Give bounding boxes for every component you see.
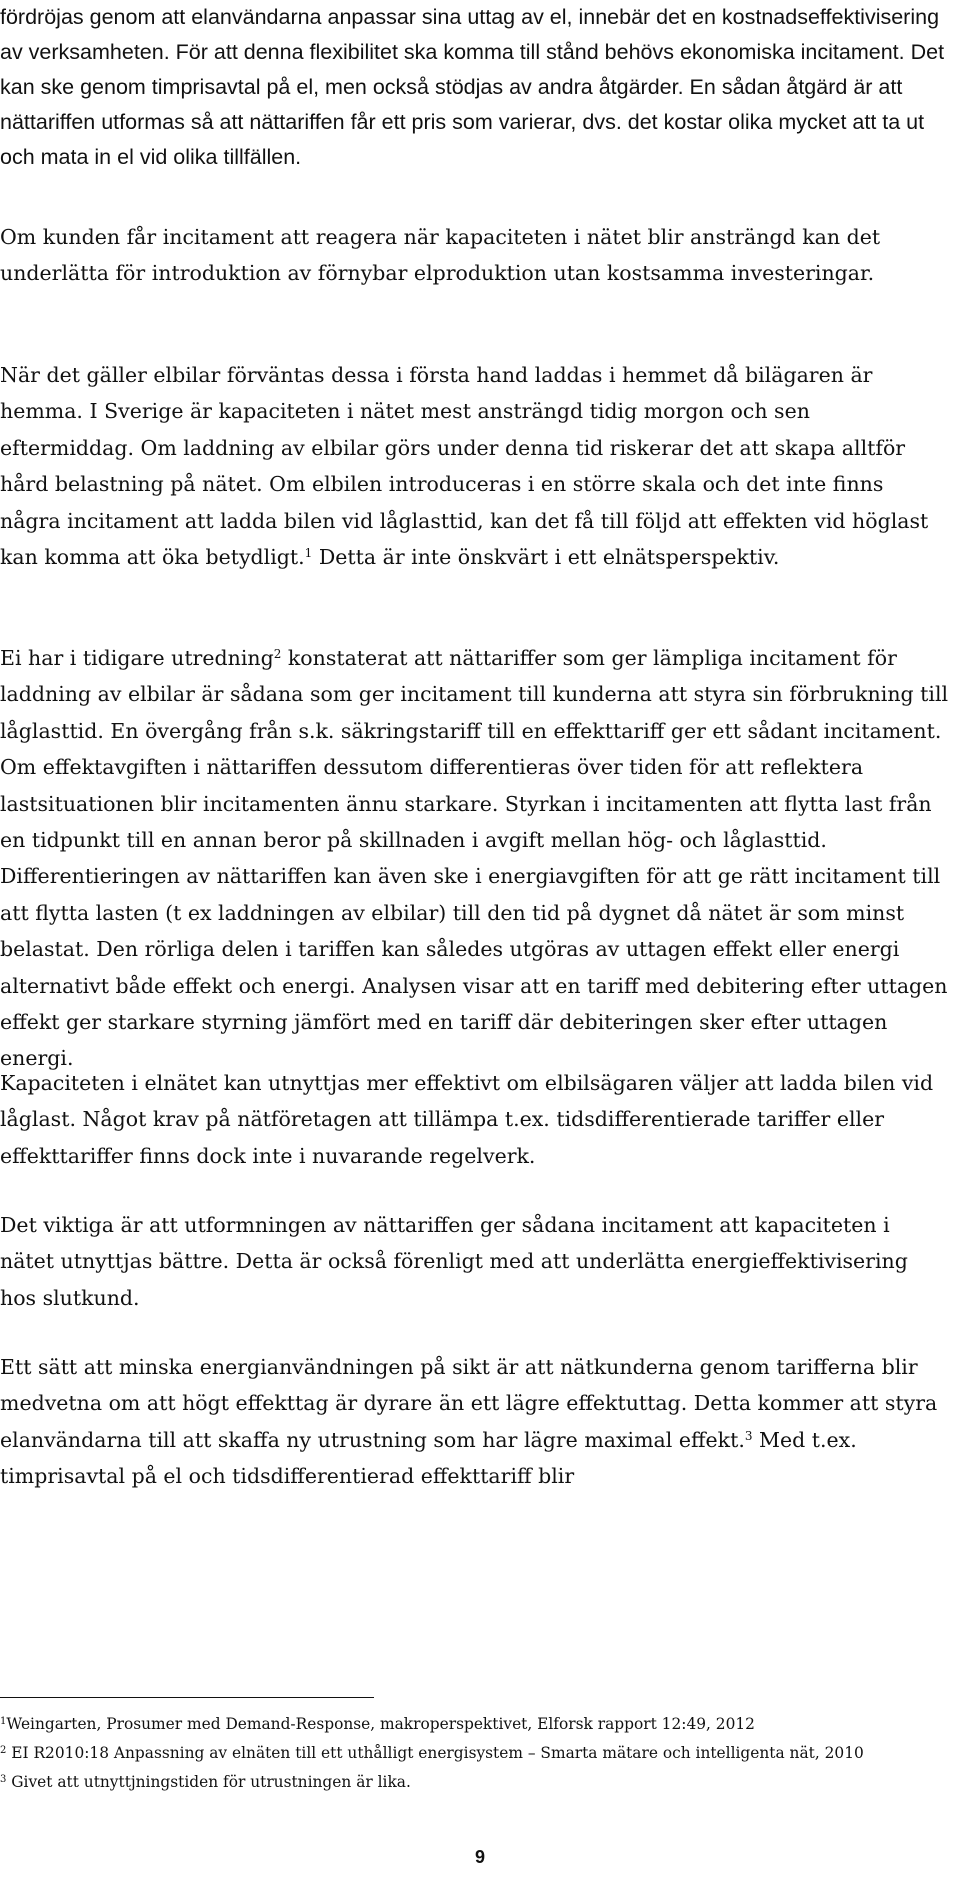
- footnote-3: [0, 1768, 955, 1797]
- footnote-text: EI R2010:18 Anpassning av elnäten till ett uthålligt energisystem – Smarta mätare och intelligenta nät, 2010: [6, 1744, 864, 1762]
- paragraph-text: konstaterat att nättariffer som ger lämpliga incitament för laddning av elbilar är sådana som ger incitament till kunderna att styra sin förbrukning till låglasttid. En övergång från s.k. säkringstariff till en effekttariff ger ett sådant incitament. Om effektavgiften i nättariffen dessutom differentieras över tiden för att reflektera lastsituationen blir incitamenten ännu starkare. Styrkan i incitamenten att flytta last från en tidpunkt till en annan beror på skillnaden i avgift mellan hög- och låglasttid. Differentieringen av nättariffen kan även ske i energiavgiften för att ge rätt incitament till att flytta lasten (t ex laddningen av elbilar) till den tid på dygnet då nätet är som minst belastat. Den rörliga delen i tariffen kan således utgöras av uttagen effekt eller energi alternativt både effekt och energi. Analysen visar att en tariff med debitering efter uttagen effekt ger starkare styrning jämfört med en tariff där debiteringen sker efter uttagen energi.: [0, 646, 949, 1071]
- paragraph-1: [0, 0, 950, 175]
- footnote-2: [0, 1739, 955, 1768]
- page-number: 9: [474, 1847, 485, 1867]
- paragraph-text: Ett sätt att minska energianvändningen på sikt är att nätkunderna genom tarifferna blir medvetna om att högt effekttag är dyrare än ett lägre effektuttag. Detta kommer att styra elanvändarna till att skaffa ny utrustning som har lägre maximal effekt.: [0, 1355, 938, 1452]
- footnote-text: Givet att utnyttjningstiden för utrustningen är lika.: [6, 1773, 411, 1791]
- footnotes: [0, 1710, 955, 1797]
- paragraph-3: [0, 357, 950, 575]
- paragraph-text: Om kunden får incitament att reagera när kapaciteten i nätet blir ansträngd kan det underlätta för introduktion av förnybar elproduktion utan kostsamma investeringar.: [0, 225, 881, 286]
- paragraph-4: [0, 640, 950, 1077]
- footnote-text: Weingarten, Prosumer med Demand-Response, makroperspektivet, Elforsk rapport 12:49, 2012: [6, 1715, 755, 1733]
- paragraph-text: Kapaciteten i elnätet kan utnyttjas mer effektivt om elbilsägaren väljer att ladda bilen vid låglast. Något krav på nätföretagen att tillämpa t.ex. tidsdifferentierade tariffer eller effekttariffer finns dock inte i nuvarande regelverk.: [0, 1071, 934, 1168]
- footnote-separator: [0, 1697, 374, 1698]
- footnote-ref-2: 2: [273, 647, 282, 661]
- paragraph-text: fördröjas genom att elanvändarna anpassar sina uttag av el, innebär det en kostnadseffektivisering av verksamheten. För att denna flexibilitet ska komma till stånd behövs ekonomiska incitament. Det kan ske genom timprisavtal på el, men också stödjas av andra åtgärder. En sådan åtgärd är att nättariffen utformas så att nättariffen får ett pris som varierar, dvs. det kostar olika mycket att ta ut och mata in el vid olika tillfällen.: [0, 5, 945, 169]
- footnote-marker: 1: [0, 1716, 7, 1727]
- paragraph-7: [0, 1349, 950, 1495]
- paragraph-text: Detta är inte önskvärt i ett elnätsperspektiv.: [312, 545, 780, 570]
- footnote-marker: 3: [0, 1774, 7, 1785]
- paragraph-text: Med t.ex. timprisavtal på el och tidsdifferentierad effekttariff blir: [0, 1427, 857, 1489]
- paragraph-text: När det gäller elbilar förväntas dessa i första hand laddas i hemmet då bilägaren är hemma. I Sverige är kapaciteten i nätet mest ansträngd tidig morgon och sen eftermiddag. Om laddning av elbilar görs under denna tid riskerar det att skapa alltför hård belastning på nätet. Om elbilen introduceras i en större skala och det inte finns några incitament att ladda bilen vid låglasttid, kan det få till följd att effekten vid höglast kan komma att öka betydligt.: [0, 363, 929, 570]
- footnote-1: [0, 1710, 955, 1739]
- paragraph-6: [0, 1207, 950, 1316]
- paragraph-text: Ei har i tidigare utredning: [0, 646, 274, 670]
- paragraph-text: Det viktiga är att utformningen av nättariffen ger sådana incitament att kapaciteten i nätet utnyttjas bättre. Detta är också förenligt med att underlätta energieffektivisering hos slutkund.: [0, 1213, 908, 1310]
- paragraph-5: [0, 1065, 950, 1174]
- paragraph-2: [0, 219, 950, 292]
- footnote-ref-3: 3: [744, 1428, 753, 1443]
- footnote-ref-1: 1: [304, 546, 313, 561]
- footnote-marker: 2: [0, 1745, 7, 1756]
